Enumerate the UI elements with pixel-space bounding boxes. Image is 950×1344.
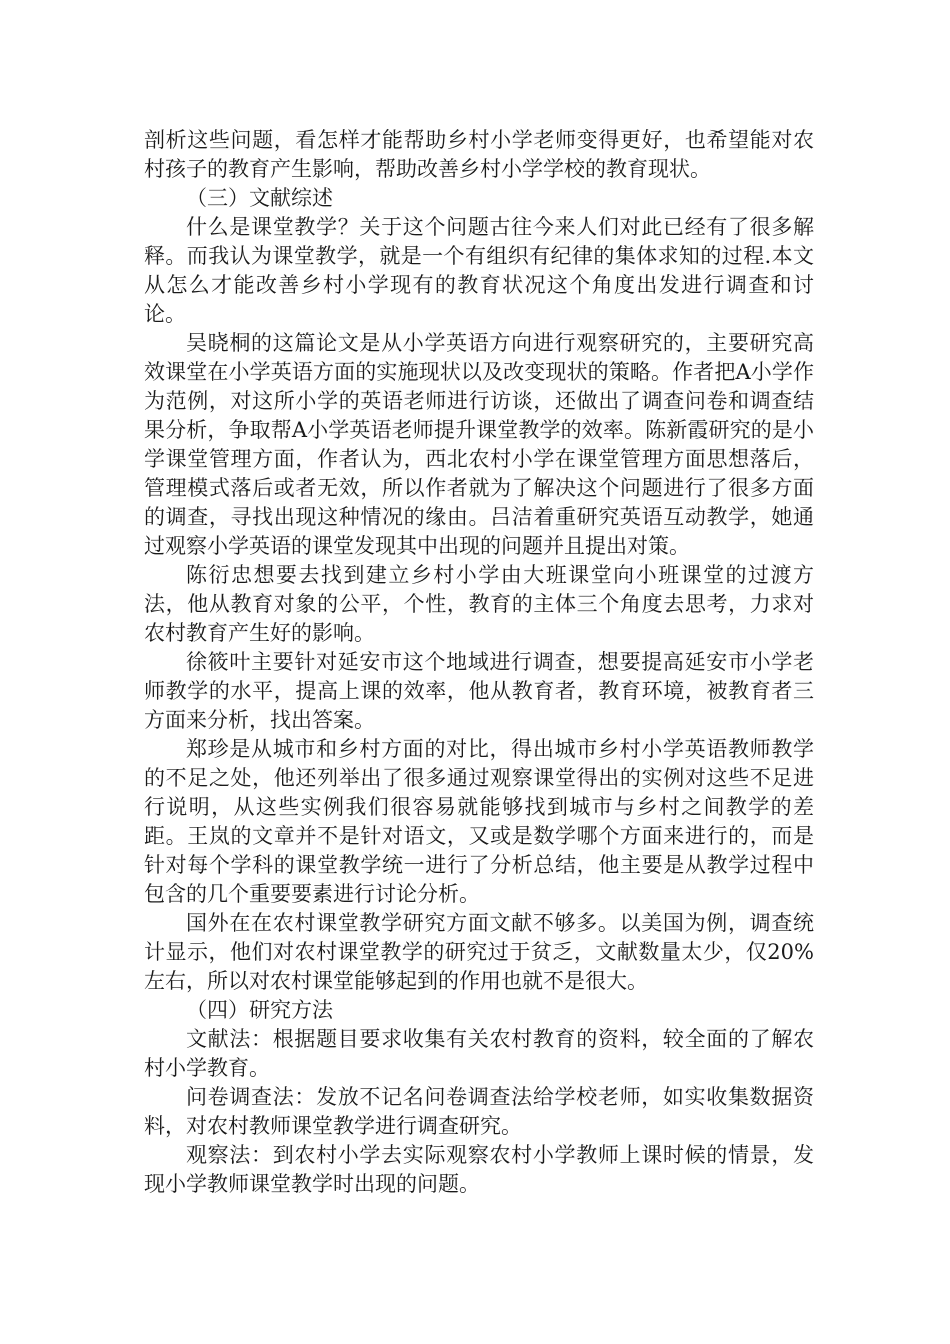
- section-heading-research-methods: （四）研究方法: [186, 998, 333, 1022]
- paragraph-xu-xiaoye: 徐筱叶主要针对延安市这个地域进行调查，想要提高延安市小学老师教学的水平，提高上课的效率，他从教育者，教育环境，被教育者三方面来分析，找出答案。: [144, 648, 814, 735]
- paragraph-wu-xiaotong: 吴晓桐的这篇论文是从小学英语方向进行观察研究的，主要研究高效课堂在小学英语方面的实施现状以及改变现状的策略。作者把A小学作为范例，对这所小学的英语老师进行访谈，还做出了调查问卷和调查结果分析，争取帮A小学英语老师提升课堂教学的效率。陈新霞研究的是小学课堂管理方面，作者认为，西北农村小学在课堂管理方面思想落后，管理模式落后或者无效，所以作者就为了解决这个问题进行了很多方面的调查，寻找出现这种情况的缘由。吕洁着重研究英语互动教学，她通过观察小学英语的课堂发现其中出现的问题并且提出对策。: [144, 329, 814, 561]
- paragraph-classroom-teaching-definition: 什么是课堂教学？关于这个问题古往今来人们对此已经有了很多解释。而我认为课堂教学，就是一个有组织有纪律的集体求知的过程.本文从怎么才能改善乡村小学现有的教育状况这个角度出发进行调查和讨论。: [144, 213, 814, 329]
- paragraph-literature-method: 文献法：根据题目要求收集有关农村教育的资料，较全面的了解农村小学教育。: [144, 1025, 814, 1083]
- paragraph-intro-continuation: 剖析这些问题，看怎样才能帮助乡村小学老师变得更好，也希望能对农村孩子的教育产生影响，帮助改善乡村小学学校的教育现状。: [144, 126, 814, 184]
- section-heading-literature-review: （三）文献综述: [186, 186, 333, 210]
- paragraph-observation-method: 观察法：到农村小学去实际观察农村小学教师上课时候的情景，发现小学教师课堂教学时出现的问题。: [144, 1141, 814, 1199]
- paragraph-foreign-research: 国外在在农村课堂教学研究方面文献不够多。以美国为例，调查统计显示，他们对农村课堂教学的研究过于贫乏，文献数量太少，仅20%左右，所以对农村课堂能够起到的作用也就不是很大。: [144, 909, 814, 996]
- paragraph-chen-yanzhong: 陈衍忠想要去找到建立乡村小学由大班课堂向小班课堂的过渡方法，他从教育对象的公平，个性，教育的主体三个角度去思考，力求对农村教育产生好的影响。: [144, 561, 814, 648]
- paragraph-zheng-zhen: 郑珍是从城市和乡村方面的对比，得出城市乡村小学英语教师教学的不足之处，他还列举出了很多通过观察课堂得出的实例对这些不足进行说明，从这些实例我们很容易就能够找到城市与乡村之间教学的差距。王岚的文章并不是针对语文，又或是数学哪个方面来进行的，而是针对每个学科的课堂教学统一进行了分析总结，他主要是从教学过程中包含的几个重要要素进行讨论分析。: [144, 735, 814, 909]
- paragraph-questionnaire-method: 问卷调查法：发放不记名问卷调查法给学校老师，如实收集数据资料，对农村教师课堂教学进行调查研究。: [144, 1083, 814, 1141]
- document-body: [144, 126, 814, 1199]
